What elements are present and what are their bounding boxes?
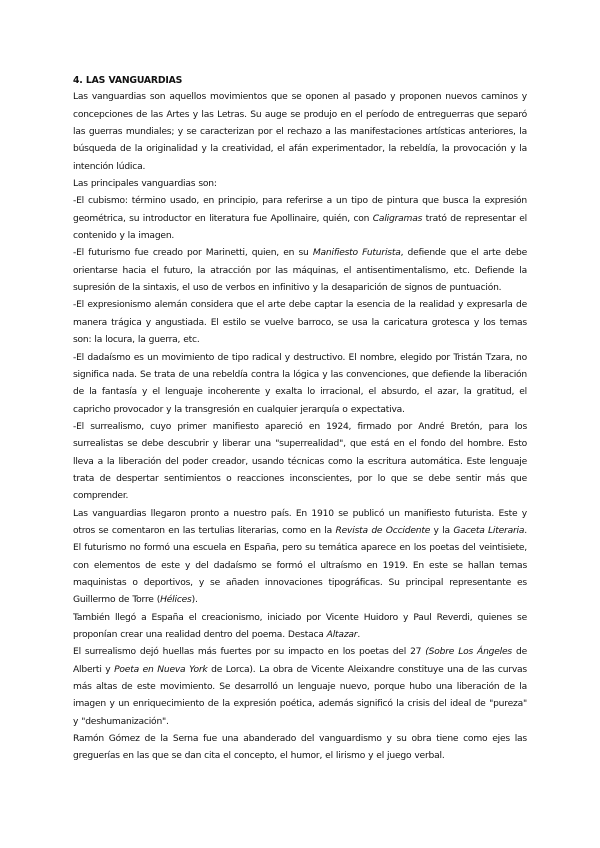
italic-title: Altazar bbox=[326, 630, 358, 640]
paragraph-futurismo: -El futurismo fue creado por Marinetti, quien, en su Manifiesto Futurista, defiende que el arte debe orientarse hacia el futuro, la atracción por las máquinas, el antisentimentalismo, etc. Defiende la supresión de la sintaxis, el uso de verbos en infinitivo y la desaparición de signos de puntuación. bbox=[73, 248, 527, 294]
italic-title: Hélices bbox=[160, 595, 192, 606]
italic-title: Gaceta Literaria bbox=[453, 525, 525, 536]
section-heading: 4. LAS VANGUARDIAS bbox=[73, 75, 183, 86]
paragraph-creacionismo: También llegó a España el creacionismo, iniciado por Vicente Huidoro y Paul Reverdi, quienes se proponían crear una realidad dentro del poema. Destaca Altazar. bbox=[73, 612, 527, 640]
italic-title: Poeta en Nueva York bbox=[114, 664, 208, 675]
paragraph-dadaismo: -El dadaísmo es un movimiento de tipo radical y destructivo. El nombre, elegido por Tristán Tzara, no significa nada. Se trata de una rebeldía contra la lógica y las convenciones, que defiende la liberación de la fantasía y el lenguaje incoherente y exalta lo irracional, el absurdo, el azar, la gratitud, el capricho provocador y la transgresión en cualquier jerarquía o expectativa. bbox=[73, 352, 527, 415]
italic-title: Caligramas bbox=[372, 213, 423, 224]
italic-title: (Sobre Los Ángeles bbox=[425, 647, 512, 658]
italic-title: Revista de Occidente bbox=[335, 525, 431, 536]
paragraph-surrealismo-27: El surrealismo dejó huellas más fuertes por su impacto en los poetas del 27 (Sobre Los Ángeles de Alberti y Poeta en Nueva York de Lorca). La obra de Vicente Aleixandre constituye una de las curvas más altas de este movimiento. Se desarrolló un lenguaje nuevo, porque hubo una liberación de la imagen y un enriquecimiento de la expresión poética, además significó la crisis del ideal de "pureza" y "deshumanización". bbox=[73, 647, 528, 727]
paragraph-surrealismo: -El surrealismo, cuyo primer manifiesto apareció en 1924, firmado por André Bretón, para los surrealistas se debe descubrir y liberar una "superrealidad", que está en el fondo del hombre. Esto lleva a la liberación del poder creador, usando técnicas como la escritura automática. Este lenguaje trata de despertar sentimientos o reacciones inconscientes, por lo que se debe sentir más que comprender. bbox=[73, 421, 527, 502]
paragraph-cubismo: -El cubismo: término usado, en principio, para referirse a un tipo de pintura que busca la expresión geométrica, su introductor en literatura fue Apollinaire, quién, con Caligramas trató de representar el contenido y la imagen. bbox=[73, 196, 527, 242]
paragraph-intro: Las vanguardias son aquellos movimientos que se oponen al pasado y proponen nuevos caminos y concepciones de las Artes y las Letras. Su auge se produjo en el período de entreguerras que separó las guerras mundiales; y se caracterizan por el rechazo a las manifestaciones artísticas anteriores, la búsqueda de la originalidad y la creatividad, el afán experimentador, la rebeldía, la provocación y la intención lúdica. bbox=[73, 92, 527, 172]
paragraph-gomez-de-la-serna: Ramón Gómez de la Serna fue una abanderado del vanguardismo y su obra tiene como ejes las greguerías en las que se dan cita el concepto, el humor, el lirismo y el juego verbal. bbox=[73, 734, 527, 762]
paragraph-list-intro: Las principales vanguardias son: bbox=[73, 179, 217, 190]
paragraph-vanguardias-espana: Las vanguardias llegaron pronto a nuestro país. En 1910 se publicó un manifiesto futurista. Este y otros se comentaron en las tertulias literarias, como en la Revista de Occidente y la Gaceta Literaria. El futurismo no formó una escuela en España, pero su temática aparece en los poetas del veintisiete, con elementos de este y del dadaísmo se formó el ultraísmo en 1919. En este se hallan temas maquinistas o deportivos, y se añaden innovaciones tipográficas. Su principal representante es Guillermo de Torre (Hélices). bbox=[73, 508, 527, 606]
paragraph-expresionismo: -El expresionismo alemán considera que el arte debe captar la esencia de la realidad y expresarla de manera trágica y angustiada. El estilo se vuelve barroco, se usa la caricatura grotesca y los temas son: la locura, la guerra, etc. bbox=[73, 300, 527, 346]
italic-title: Manifiesto Futurista bbox=[312, 248, 401, 259]
document-page bbox=[73, 72, 527, 766]
